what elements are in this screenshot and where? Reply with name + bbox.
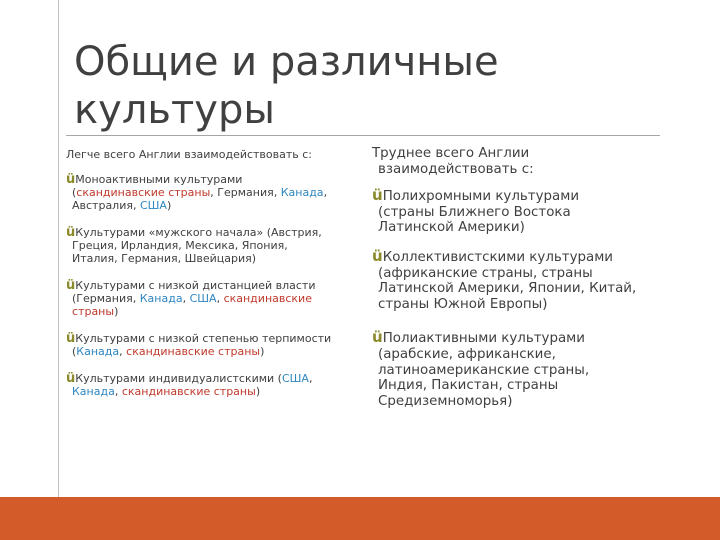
right-intro [372, 146, 672, 177]
left-column [66, 148, 366, 412]
item-heading: Культурами с низкой дистанцией власти [75, 279, 316, 292]
right-column [372, 146, 672, 422]
item-detail: Латинской Америки, Японии, Китай, [378, 281, 637, 297]
country-blue: США [189, 292, 217, 305]
footer-accent-bar [0, 497, 720, 540]
paren-open: ( [72, 345, 77, 358]
checkmark-icon: ü [66, 278, 76, 293]
item-detail [66, 292, 366, 305]
item-text: , [119, 345, 127, 358]
country-red: скандинавские страны [76, 186, 211, 199]
country-red: страны [72, 305, 115, 318]
paren-close: ) [114, 305, 119, 318]
item-text: , [308, 372, 313, 385]
item-detail: (страны Ближнего Востока [378, 204, 571, 220]
country-blue: США [139, 199, 167, 212]
left-intro: Легче всего Англии взаимодействовать с: [66, 148, 313, 161]
paren-close: ) [255, 385, 261, 398]
list-item [66, 226, 366, 265]
title-line-2: культуры [74, 87, 275, 133]
checkmark-icon: ü [66, 172, 76, 187]
title-line-1: Общие и различные [74, 39, 499, 85]
country-blue: США [281, 372, 309, 385]
country-blue: Канада [76, 345, 120, 358]
checkmark-icon: ü [372, 186, 383, 205]
country-red: скандинавские [223, 292, 312, 305]
checkmark-icon: ü [66, 371, 76, 386]
checkmark-icon: ü [66, 225, 76, 240]
item-detail: латиноамериканские страны, [378, 362, 590, 378]
left-divider [58, 0, 59, 497]
item-heading: Культурами с низкой степенью терпимости [75, 332, 332, 345]
item-detail: Средиземноморья) [378, 393, 513, 409]
country-red: скандинавские страны [121, 385, 256, 398]
item-text: , [216, 292, 224, 305]
paren-open: ( [72, 186, 77, 199]
item-heading: Моноактивными культурами [75, 173, 243, 186]
right-intro-line-2: взаимодействовать с: [378, 161, 534, 177]
item-detail: Индия, Пакистан, страны [378, 378, 559, 394]
checkmark-icon: ü [372, 246, 383, 265]
item-text: (Германия, [72, 292, 140, 305]
list-item [66, 332, 366, 358]
item-text: , [182, 292, 190, 305]
item-text: Австралия, [72, 199, 140, 212]
item-heading: Культурами «мужского начала» (Австрия, [75, 226, 322, 239]
list-item [66, 279, 366, 318]
paren-close: ) [260, 345, 265, 358]
item-text: , [323, 186, 328, 199]
item-text: , [114, 385, 122, 398]
country-blue: Канада [139, 292, 183, 305]
list-item [66, 372, 366, 398]
checkmark-icon: ü [66, 331, 76, 346]
list-item [372, 188, 672, 236]
item-detail [66, 345, 366, 358]
item-text: , Германия, [210, 186, 281, 199]
item-detail: (арабские, африканские, [378, 346, 556, 362]
country-blue: Канада [72, 385, 115, 398]
paren-close: ) [166, 199, 172, 212]
item-heading: Коллективистскими культурами [382, 249, 614, 265]
list-item [66, 173, 366, 212]
title-divider [66, 135, 660, 136]
item-detail [66, 305, 366, 318]
list-item [372, 246, 672, 312]
item-detail: (африканские страны, страны [378, 265, 593, 281]
item-detail [66, 199, 366, 212]
page-title [74, 38, 674, 134]
item-detail: Латинской Америки) [378, 220, 525, 236]
item-detail: Италия, Германия, Швейцария) [72, 252, 257, 265]
checkmark-icon: ü [372, 328, 383, 347]
item-detail [66, 186, 366, 199]
item-heading: Полихромными культурами [382, 189, 580, 205]
list-item [372, 330, 672, 409]
item-detail [66, 385, 366, 398]
country-red: скандинавские страны [126, 345, 261, 358]
country-blue: Канада [280, 186, 324, 199]
item-detail: страны Южной Европы) [378, 296, 548, 312]
item-detail: Греция, Ирландия, Мексика, Япония, [72, 239, 288, 252]
item-heading: Полиактивными культурами [382, 331, 585, 347]
right-intro-line-1: Труднее всего Англии [372, 146, 530, 161]
item-heading: Культурами индивидуалистскими ( [75, 372, 282, 385]
